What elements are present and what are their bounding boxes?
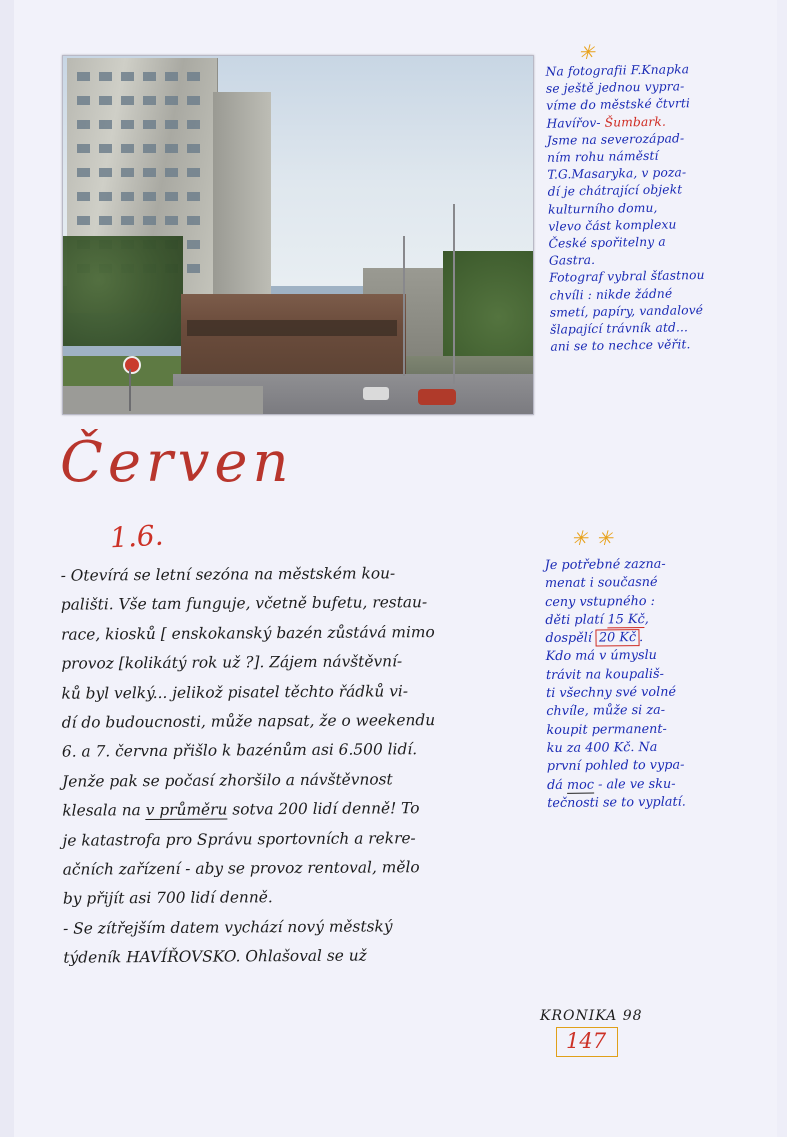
side-note-line-with-underline: dá moc - ale ve sku- [546, 776, 676, 793]
text-line: dí do budoucnosti, může napsat, že o weekendu [61, 711, 436, 732]
side-note-line: tečnosti se to vyplatí. [547, 794, 686, 811]
photo-street-lamp-1 [453, 204, 455, 384]
text-line: je katastrofa pro Správu sportovních a rekre- [62, 828, 416, 850]
photo-sidewalk [63, 386, 263, 414]
side-note-line: ku za 400 Kč. Na [546, 739, 658, 757]
photo-note-line: ním rohu náměstí [546, 148, 659, 165]
text-line: ků byl velký... jelikož pisatel těchto řádků vi- [61, 681, 409, 703]
asterisk-icon-photo-note: ✳ [578, 40, 595, 64]
photo-car-white [363, 387, 389, 400]
underlined-phrase: v průměru [145, 800, 228, 820]
side-note-line: ceny vstupného : [545, 593, 656, 610]
price-children: 15 Kč [607, 611, 645, 628]
photo-note-line: víme do městské čtvrti [546, 96, 691, 114]
text-line: - Se zítřejším datem vychází nový městský [63, 917, 393, 938]
photo-sign-pole [129, 369, 131, 411]
underlined-moc: moc [566, 777, 595, 793]
price-adults-boxed: 20 Kč [596, 629, 639, 646]
photo-note-line: vlevo část komplexu [548, 217, 677, 234]
street-photo-havirov-sumbark [62, 55, 534, 415]
text-line: týdeník HAVÍŘOVSKO. Ohlašoval se už [63, 946, 367, 967]
asterisk-icon-side-note-1: ✳ [571, 526, 588, 550]
side-note-line: koupit permanent- [546, 721, 667, 738]
text-line: - Otevírá se letní sezóna na městském kou- [60, 564, 396, 585]
photo-note-line: kulturního domu, [547, 200, 658, 217]
photo-note-line: Na fotografii F.Knapka [545, 62, 690, 79]
photo-low-building [181, 294, 406, 374]
side-note-line-adults-price: dospělí 20 Kč . [545, 630, 644, 647]
photo-note-line: ani se to nechce věřit. [550, 337, 691, 354]
photo-note-line: Gastra. [548, 253, 596, 268]
side-note-line: chvíle, může si za- [546, 703, 666, 720]
text-line: race, kiosků [ enskokanský bazén zůstává mimo [61, 622, 435, 644]
photo-note-line: chvíli : nikde žádné [549, 286, 673, 303]
photo-note-line: Fotograf vybral šťastnou [549, 268, 705, 286]
side-note-line: ti všechny své volné [546, 684, 677, 702]
main-text-body [61, 558, 534, 973]
text-line: Jenže pak se počasí zhoršilo a návštěvnost [62, 770, 393, 791]
page-number: 147 [566, 1029, 607, 1053]
photo-car-red [418, 389, 456, 405]
text-line-with-underline: klesala na v průměru sotva 200 lidí denně! To [62, 799, 420, 820]
side-note-prices [545, 555, 748, 813]
photo-note-line: T.G.Masaryka, v poza- [547, 165, 687, 182]
text-line: ačních zařízení - aby se provoz rentoval, mělo [62, 858, 420, 879]
photo-note-line: smetí, papíry, vandalové [549, 302, 704, 320]
photo-note-line: Jsme na severozápad- [546, 131, 685, 148]
side-note-line: první pohled to vypa- [546, 757, 685, 775]
photo-street-lamp-2 [403, 236, 405, 376]
photo-note-line: České spořitelny a [548, 234, 666, 251]
side-note-line: Kdo má v úmyslu [545, 648, 657, 665]
footer-kronika-label: KRONIKA 98 [540, 1008, 643, 1024]
side-note-line: Je potřebné zazna- [544, 556, 666, 574]
photo-note-line-with-highlight: Havířov- Šumbark. [546, 114, 666, 131]
photo-traffic-sign [123, 356, 141, 374]
page-title-month: Červen [60, 430, 294, 495]
side-note-line: trávit na koupališ- [545, 666, 664, 683]
text-line: 6. a 7. června přišlo k bazénům asi 6.500 lidí. [61, 740, 418, 762]
photo-secondary-building [213, 92, 271, 307]
highlight-sumbark: Šumbark. [604, 114, 666, 130]
entry-date-heading: 1.6. [109, 518, 165, 555]
text-line: provoz [kolikátý rok už ?]. Zájem návštěvní- [61, 652, 403, 673]
photo-note-line: dí je chátrající objekt [547, 182, 683, 200]
asterisk-icon-side-note-2: ✳ [596, 526, 613, 550]
photo-left-trees [63, 236, 183, 346]
page-right-margin [777, 0, 787, 1137]
side-note-line-children-price: děti platí 15 Kč, [545, 611, 649, 628]
photo-note-line: se ještě jednou vypra- [545, 79, 685, 96]
side-note-line: menat i současné [544, 575, 658, 592]
text-line: by přijít asi 700 lidí denně. [62, 888, 273, 909]
text-line: pališti. Vše tam funguje, včetně bufetu, restau- [60, 593, 428, 615]
page-left-margin [0, 0, 14, 1137]
photo-note-line: šlapající trávník atd... [549, 320, 689, 337]
photo-note [545, 60, 746, 356]
